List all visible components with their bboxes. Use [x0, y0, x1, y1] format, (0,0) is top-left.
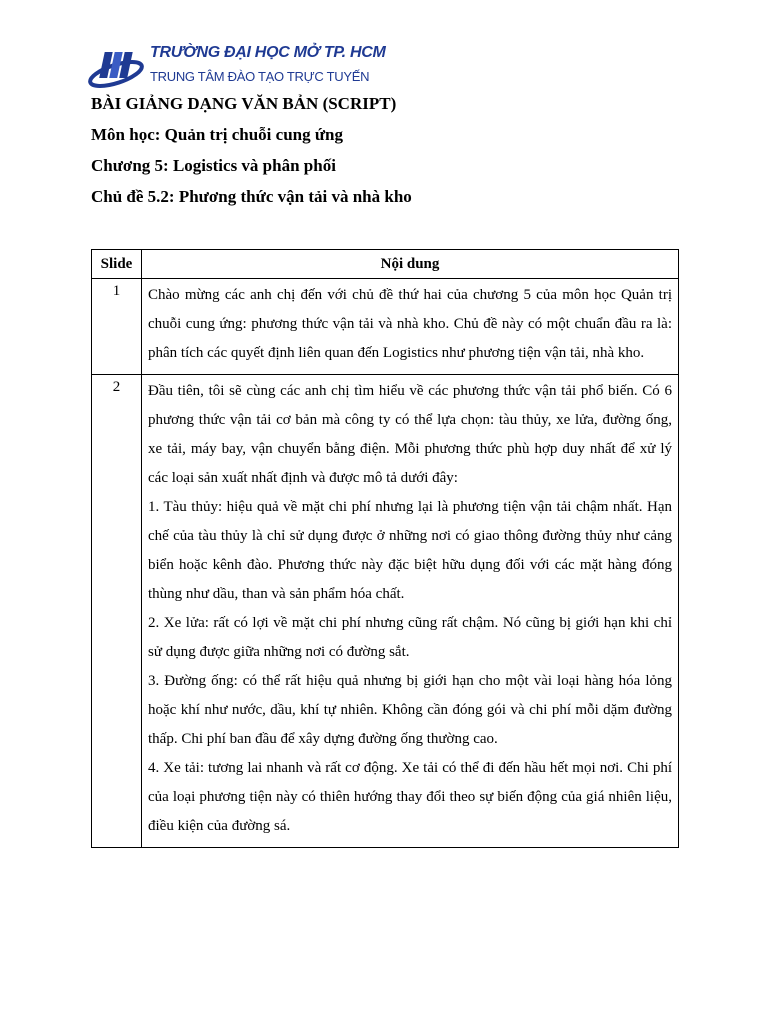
content-paragraph: 4. Xe tải: tương lai nhanh và rất cơ động. Xe tải có thể đi đến hầu hết mọi nơi. Chi phí của loại phương tiện này có thiên hướng thay đổi theo sự biến động của giá nhiên liệu, điều kiện của đường sá. — [148, 760, 672, 834]
slide-number: 2 — [92, 375, 142, 848]
logo-university-name: TRƯỜNG ĐẠI HỌC MỞ TP. HCM — [150, 44, 386, 61]
chapter-name: Chương 5: Logistics và phân phối — [91, 156, 336, 175]
course-name: Môn học: Quản trị chuỗi cung ứng — [91, 125, 344, 144]
topic-name: Chủ đề 5.2: Phương thức vận tải và nhà kho — [91, 187, 412, 206]
content-paragraph: Chào mừng các anh chị đến với chủ đề thứ hai của chương 5 của môn học Quản trị chuỗi cung ứng: phương thức vận tải và nhà kho. Chủ đề này có một chuẩn đầu ra là: phân tích các quyết định liên quan đến Logistics như phương tiện vận tải, nhà kho. — [148, 287, 672, 361]
table-header-row — [92, 250, 679, 279]
content-paragraph: Đầu tiên, tôi sẽ cùng các anh chị tìm hiểu về các phương thức vận tải phổ biến. Có 6 phương thức vận tải cơ bản mà công ty có thể lựa chọn: tàu thủy, xe lửa, đường ống, xe tải, máy bay, vận chuyển bằng điện. Mỗi phương thức phù hợp duy nhất để xử lý các loại sản xuất nhất định và được mô tả dưới đây: — [148, 383, 672, 486]
column-header-slide: Slide — [92, 250, 142, 279]
table-row — [92, 375, 679, 848]
content-paragraph: 3. Đường ống: có thể rất hiệu quả nhưng bị giới hạn cho một vài loại hàng hóa lỏng hoặc khí như nước, dầu, khí tự nhiên. Không cần đóng gói và chi phí mỗi dặm đường thấp. Chi phí ban đầu để xây dựng đường ống thường cao. — [148, 673, 672, 747]
logo-center-name: TRUNG TÂM ĐÀO TẠO TRỰC TUYẾN — [150, 69, 370, 84]
column-header-content: Nội dung — [142, 250, 679, 279]
content-paragraph: 2. Xe lửa: rất có lợi về mặt chi phí nhưng cũng rất chậm. Nó cũng bị giới hạn khi chỉ sử dụng được giữa những nơi có đường sắt. — [148, 615, 672, 660]
slide-content — [142, 279, 679, 375]
slide-content — [142, 375, 679, 848]
university-logo — [88, 44, 386, 92]
document-title: BÀI GIẢNG DẠNG VĂN BẢN (SCRIPT) — [91, 94, 397, 113]
book-globe-icon — [88, 46, 148, 90]
script-table — [91, 249, 679, 848]
table-row — [92, 279, 679, 375]
slide-number: 1 — [92, 279, 142, 375]
content-paragraph: 1. Tàu thủy: hiệu quả về mặt chi phí nhưng lại là phương tiện vận tải chậm nhất. Hạn chế của tàu thủy là chỉ sử dụng được ở những nơi có giao thông đường thủy như cảng biển hoặc kênh đào. Phương thức này đặc biệt hữu dụng đối với các mặt hàng đóng thùng như dầu, than và sản phẩm hóa chất. — [148, 499, 672, 602]
